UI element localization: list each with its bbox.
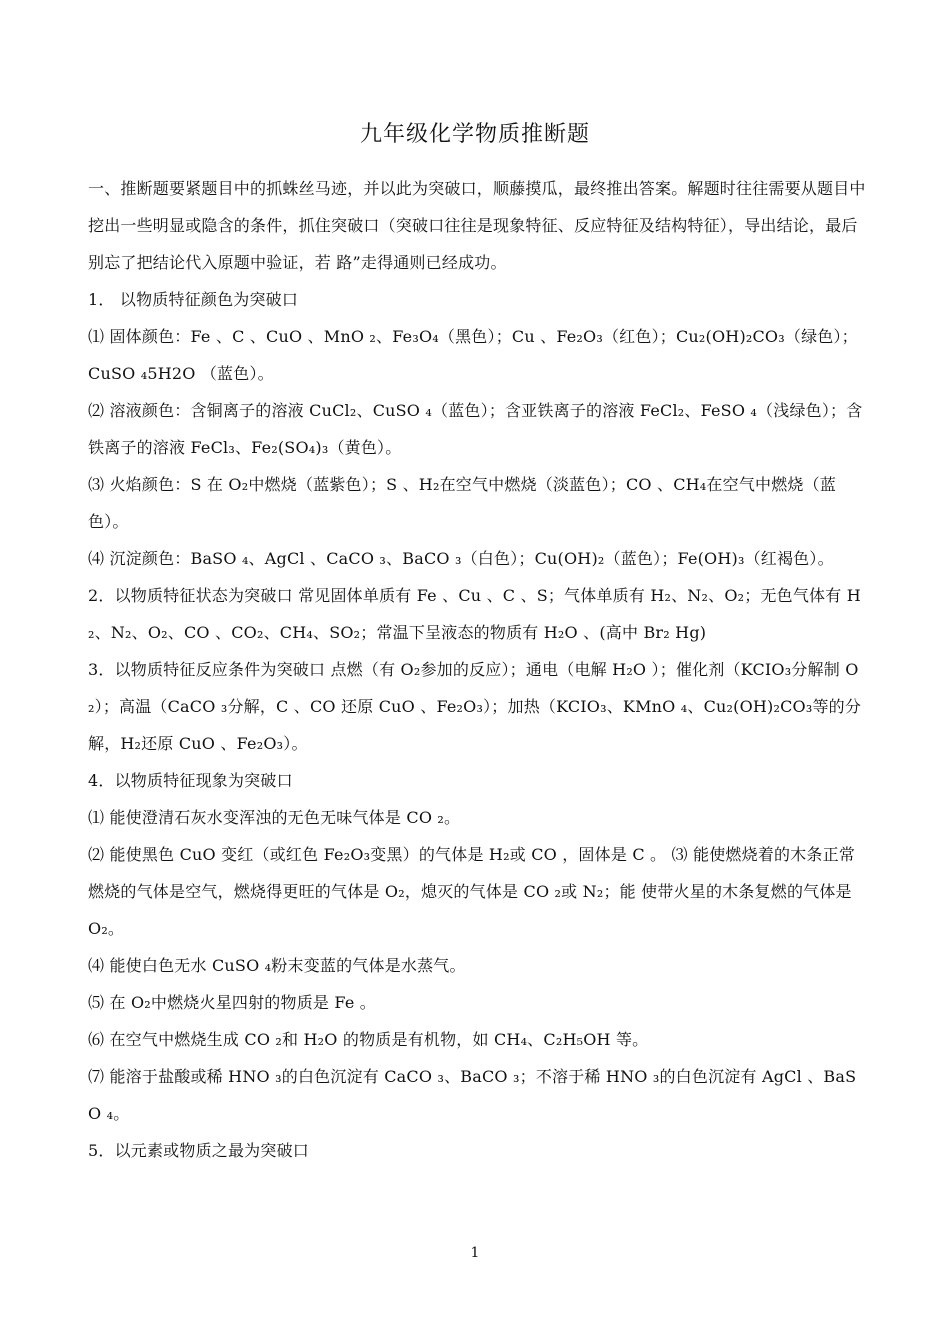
section-2-state: 2．以物质特征状态为突破口 常见固体单质有 Fe 、Cu 、C 、S；气体单质有 H₂、N₂、O₂；无色气体有 H₂、N₂、O₂、CO 、CO₂、CH₄、SO₂；常温下呈液态的物质有 H₂O 、(高中 Br₂ Hg)	[88, 586, 861, 642]
item-solid-color: ⑴ 固体颜色：Fe 、C 、CuO 、MnO ₂、Fe₃O₄（黑色）；Cu 、Fe₂O₃（红色）；Cu₂(OH)₂CO₃（绿色）；CuSO ₄5H2O （蓝色）。	[88, 327, 858, 383]
item-precipitate-acid: ⑺ 能溶于盐酸或稀 HNO ₃的白色沉淀有 CaCO ₃、BaCO ₃；不溶于稀 HNO ₃的白色沉淀有 AgCl 、BaSO ₄。	[88, 1067, 857, 1123]
section-5-heading: 5．以元素或物质之最为突破口	[88, 1141, 309, 1160]
item-flame-color: ⑶ 火焰颜色：S 在 O₂中燃烧（蓝紫色）；S 、H₂在空气中燃烧（淡蓝色）；CO 、CH₄在空气中燃烧（蓝色）。	[88, 475, 837, 531]
section-3-conditions: 3．以物质特征反应条件为突破口 点燃（有 O₂参加的反应）；通电（电解 H₂O ）；催化剂（KCIO₃分解制 O₂）；高温（CaCO ₃分解，C 、CO 还原 CuO 、Fe₂O₃）；加热（KCIO₃、KMnO ₄、Cu₂(OH)₂CO₃等的分解，H₂还原 CuO 、Fe₂O₃）。	[88, 660, 862, 753]
document-title: 九年级化学物质推断题	[359, 122, 590, 147]
item-fe-burning: ⑸ 在 O₂中燃烧火星四射的物质是 Fe 。	[88, 993, 376, 1012]
item-limewater: ⑴ 能使澄清石灰水变浑浊的无色无味气体是 CO ₂。	[88, 808, 461, 827]
item-precipitate-color: ⑷ 沉淀颜色：BaSO ₄、AgCl 、CaCO ₃、BaCO ₃（白色）；Cu(OH)₂（蓝色）；Fe(OH)₃（红褐色）。	[88, 549, 834, 568]
section-4-heading: 4．以物质特征现象为突破口	[88, 771, 293, 790]
document-body	[88, 170, 866, 1169]
item-organic: ⑹ 在空气中燃烧生成 CO ₂和 H₂O 的物质是有机物，如 CH₄、C₂H₅OH 等。	[88, 1030, 649, 1049]
item-cuso4: ⑷ 能使白色无水 CuSO ₄粉末变蓝的气体是水蒸气。	[88, 956, 466, 975]
page-number: 1	[470, 1245, 480, 1261]
paragraph-intro: 一、推断题要紧题目中的抓蛛丝马迹，并以此为突破口，顺藤摸瓜，最终推出答案。解题时往往需要从题目中挖出一些明显或隐含的条件，抓住突破口（突破口往往是现象特征、反应特征及结构特征），导出结论，最后别忘了把结论代入原题中验证，若 路”走得通则已经成功。	[88, 179, 866, 272]
item-cuo-and-flame: ⑵ 能使黑色 CuO 变红（或红色 Fe₂O₃变黑）的气体是 H₂或 CO ，固体是 C 。 ⑶ 能使燃烧着的木条正常燃烧的气体是空气，燃烧得更旺的气体是 O₂，熄灭的气体是 CO ₂或 N₂；能 使带火星的木条复燃的气体是 O₂。	[88, 845, 856, 938]
section-1-heading: 1． 以物质特征颜色为突破口	[88, 290, 299, 309]
item-solution-color: ⑵ 溶液颜色：含铜离子的溶液 CuCl₂、CuSO ₄（蓝色）；含亚铁离子的溶液 FeCl₂、FeSO ₄（浅绿色）；含铁离子的溶液 FeCl₃、Fe₂(SO₄)₃（黄色）。	[88, 401, 863, 457]
